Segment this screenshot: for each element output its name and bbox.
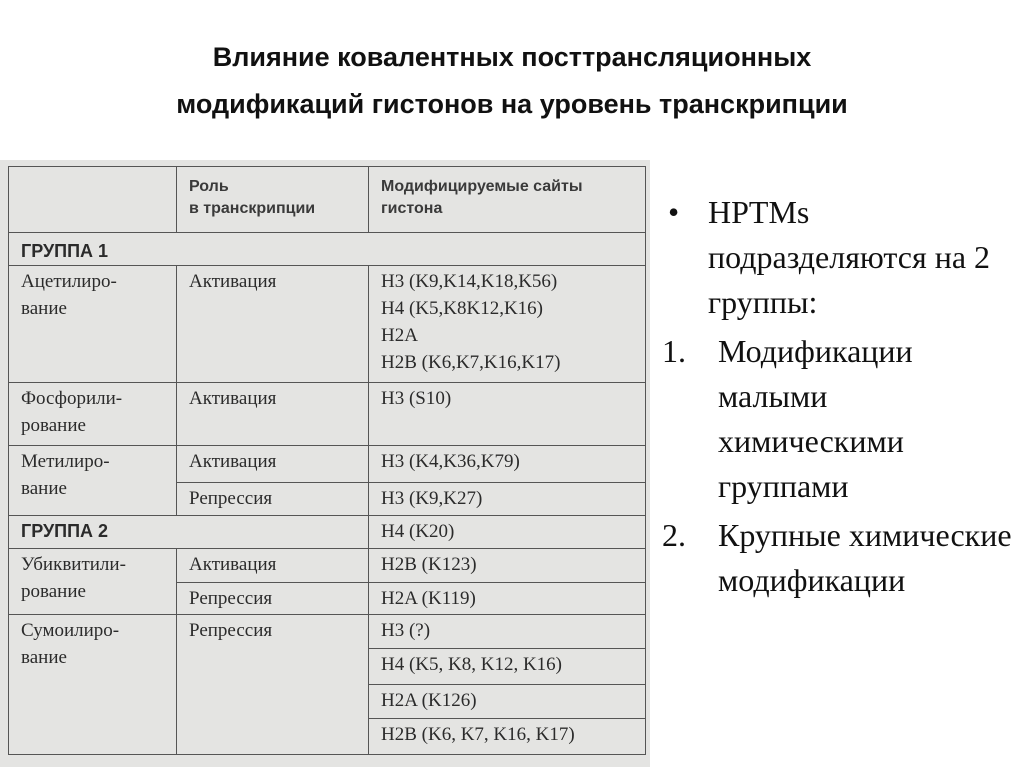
sumoylation-name xyxy=(9,615,177,755)
sumoylation-site: H2B (K6, K7, K16, K17) xyxy=(369,719,646,755)
table-row xyxy=(9,266,646,383)
acetylation-site: H2B (K6,K7,K16,K17) xyxy=(381,352,561,373)
number-marker-2: 2. xyxy=(662,517,686,553)
list-item xyxy=(662,513,1012,603)
acetylation-role: Активация xyxy=(177,266,369,383)
acetylation-name-line2: вание xyxy=(21,298,67,319)
group-2-row xyxy=(9,516,646,549)
table-header-row xyxy=(9,167,646,233)
table-row xyxy=(9,549,646,583)
ubiquitination-role-2: Репрессия xyxy=(177,583,369,615)
sumoylation-site: H2A (K126) xyxy=(369,685,646,719)
ubiquitination-name-line2: рование xyxy=(21,581,86,602)
list-item xyxy=(662,190,1012,325)
sumoylation-site: H4 (K5, K8, K12, K16) xyxy=(369,649,646,685)
acetylation-site: H4 (K5,K8K12,K16) xyxy=(381,298,544,319)
methylation-name xyxy=(9,446,177,516)
title-line-2: модификаций гистонов на уровень транскрипции xyxy=(176,89,848,119)
table-row xyxy=(9,383,646,446)
ubiquitination-name-line1: Убиквитили- xyxy=(21,554,126,575)
methylation-name-line2: вание xyxy=(21,478,67,499)
table-row xyxy=(9,615,646,649)
group-2-site: H4 (K20) xyxy=(369,516,646,549)
ubiquitination-site-2: H2A (K119) xyxy=(369,583,646,615)
acetylation-sites xyxy=(369,266,646,383)
acetylation-site: H2A xyxy=(381,325,418,346)
methylation-role-2: Репрессия xyxy=(177,483,369,516)
numbered-text-1: Модификации малыми химическими группами xyxy=(718,333,913,504)
phosphorylation-name-line1: Фосфорили- xyxy=(21,388,123,409)
phosphorylation-name xyxy=(9,383,177,446)
sumoylation-name-line1: Сумоилиро- xyxy=(21,620,120,641)
number-marker-1: 1. xyxy=(662,333,686,369)
ubiquitination-name xyxy=(9,549,177,615)
table-row xyxy=(9,446,646,483)
sumoylation-site: H3 (?) xyxy=(369,615,646,649)
bullet-text: HPTMs подразделяются на 2 группы: xyxy=(708,194,991,320)
header-sites-line2: гистона xyxy=(381,200,443,217)
methylation-site-1: H3 (K4,K36,K79) xyxy=(369,446,646,483)
acetylation-site: H3 (K9,K14,K18,K56) xyxy=(381,271,558,292)
slide-title xyxy=(0,34,1024,128)
bullet-list xyxy=(662,190,1012,603)
header-sites xyxy=(369,167,646,233)
bullet-marker: • xyxy=(668,194,680,230)
methylation-role-1: Активация xyxy=(177,446,369,483)
list-item xyxy=(662,329,1012,509)
sumoylation-name-line2: вание xyxy=(21,647,67,668)
header-modification xyxy=(9,167,177,233)
ubiquitination-site-1: H2B (K123) xyxy=(369,549,646,583)
numbered-text-2: Крупные химические модификации xyxy=(718,517,1012,598)
sumoylation-role: Репрессия xyxy=(177,615,369,755)
acetylation-name xyxy=(9,266,177,383)
phosphorylation-role: Активация xyxy=(177,383,369,446)
group-1-row xyxy=(9,233,646,266)
methylation-site-2: H3 (K9,K27) xyxy=(369,483,646,516)
histone-modifications-table xyxy=(8,166,646,755)
ubiquitination-role-1: Активация xyxy=(177,549,369,583)
header-role-line1: Роль xyxy=(189,178,229,195)
header-role-line2: в транскрипции xyxy=(189,200,316,217)
phosphorylation-site: H3 (S10) xyxy=(369,383,646,446)
acetylation-name-line1: Ацетилиро- xyxy=(21,271,117,292)
header-role xyxy=(177,167,369,233)
methylation-name-line1: Метилиро- xyxy=(21,451,110,472)
phosphorylation-name-line2: рование xyxy=(21,415,86,436)
group-1-label: ГРУППА 1 xyxy=(9,233,646,266)
title-line-1: Влияние ковалентных посттрансляционных xyxy=(212,42,812,72)
header-sites-line1: Модифицируемые сайты xyxy=(381,178,583,195)
group-2-label: ГРУППА 2 xyxy=(9,516,369,549)
